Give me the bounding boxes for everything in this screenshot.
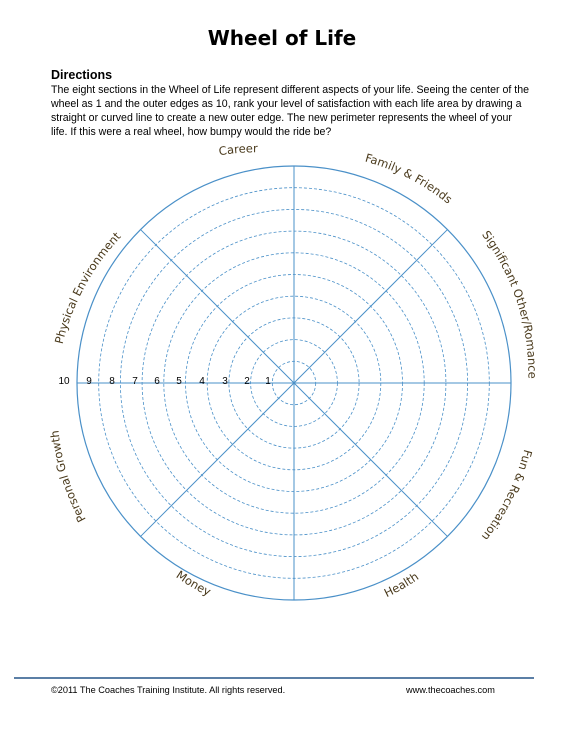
section-label-career: Career [217,141,258,159]
scale-number: 1 [265,376,271,387]
scale-number: 3 [222,376,228,387]
section-label-personal-growth: Personal Growth [47,429,89,525]
wheel-spoke [141,383,294,536]
section-label-physical-environment: Physical Environment [51,229,124,346]
scale-number: 8 [109,376,115,387]
wheel-spoke [141,230,294,383]
section-label-money: Money [173,567,214,599]
scale-number: 5 [176,376,182,387]
scale-number: 10 [58,376,70,387]
scale-number: 4 [199,376,205,387]
section-label-fun-recreation: Fun & Recreation [478,448,536,544]
scale-number: 2 [244,376,250,387]
directions-text: The eight sections in the Wheel of Life represent different aspects of your life. Seeing the center of the wheel as 1 and the outer edges as 10, rank your level of satisfaction with each life area by drawing a straight or curved line to create a new outer edge. The new perimeter represents the wheel of your life. If this were a real wheel, how bumpy would the ride be? [51,84,529,138]
footer-divider [14,677,534,679]
footer-copyright: ©2011 The Coaches Training Institute. All rights reserved. [51,685,286,695]
footer-website: www.thecoaches.com [406,685,495,695]
wheel-spokes [77,166,511,600]
section-label-family-friends: Family & Friends [363,150,456,207]
wheel-spoke [294,383,447,536]
scale-numbers [58,376,271,387]
section-label-health: Health [381,569,422,601]
page-title: Wheel of Life [207,26,357,50]
scale-number: 6 [154,376,160,387]
scale-number: 7 [132,376,138,387]
scale-number: 9 [86,376,92,387]
section-label-significant-other: Significant Other/Romance [479,227,540,379]
wheel-spoke [294,230,447,383]
directions-heading: Directions [51,68,113,82]
